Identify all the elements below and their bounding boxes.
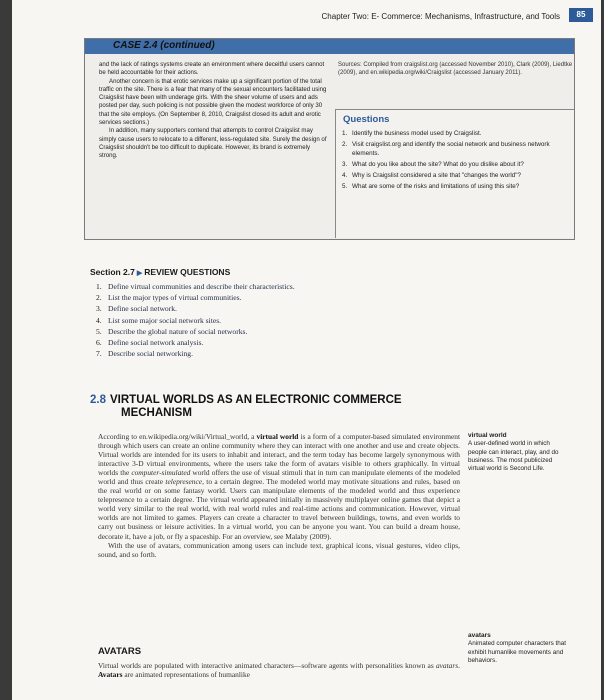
questions-box [335,109,574,238]
question-item: 1. Identify the business model used by Craigslist. [342,130,482,137]
case-paragraph: Another concern is that erotic services make up a significant portion of the total traffic on the site. There is a fear that many of the sexual encounters facilitated using Craigslist have been with underage girls. With the sheer volume of users and ads posted per day, such policing is not possible given the modest workforce of only 30 that the site employs. (On September 8, 2010, Craigslist closed its adult and erotic services sections.) [99,77,327,127]
case-sources: Sources: Compiled from craigslist.org (accessed November 2010), Clark (2009), Liedtke (2009), and en.wikipedia.org/wiki/Craigslist (accessed January 2011). [338,62,573,76]
key-term: virtual world [256,432,299,441]
review-question: 5. Describe the global nature of social networks. [96,326,248,336]
review-question: 1. Define virtual communities and describe their characteristics. [96,282,295,291]
review-question: 2. List the major types of virtual communities. [96,293,242,303]
section-number: 2.8 [90,394,106,406]
review-question: 6. Define social network analysis. [96,338,204,348]
questions-list [342,130,566,195]
questions-title: Questions [343,114,390,125]
review-question: 3. Define social network. [96,304,177,314]
body-paragraph: With the use of avatars, communication among users can include text, graphical icons, visual gestures, video clips, sound, and so forth. [98,540,460,559]
margin-definition-virtual-world: virtual world A user-defined world in which people can interact, play, and do business. The most publicized virtual world is Second Life. [468,432,559,473]
question-item: 5. What are some of the risks and limitations of using this site? [342,183,520,191]
case-paragraph: In addition, many supporters contend that attempts to control Craigslist may simply cause users to relocate to a different, less-regulated site. Surely the design of Craigslist shouldn't be too difficult to duplicate. However, its brand is extremely strong. [99,127,327,160]
question-item: 2. Visit craigslist.org and identify the social network and business network elements. [342,141,550,157]
review-question: 7. Describe social networking. [96,349,193,359]
review-questions-title: Section 2.7 ▶ REVIEW QUESTIONS [90,267,231,277]
body-paragraph: According to en.wikipedia.org/wiki/Virtual_world, a virtual world is a form of a computer-based simulated environment through which users can create an online community where they can interact with one another and use and create objects. Virtual worlds are intended for its users to inhabit and interact, and the term today has become largely synonymous with interactive 3-D virtual environments, where the users take the form of avatars visible to others graphically. In virtual worlds the computer-simulated world offers the use of visual stimuli that in turn can manipulate elements of the modeled world and thus create telepresence, to a certain degree. The modeled world may motivate situations and rules, based on the real world or on some fantasy world. Users can manipulate elements of the modeled world and thus experience telepresence to a certain degree. The virtual world appeared initially in massively multiplayer online games that depict a world very similar to the real world, with real world rules and real-time actions and communication. However, virtual worlds are not limited to games. Players can create a character to travel between buildings, towns, and even worlds to carry out business or leisure activities. In a virtual world, you can be anyone you want. You can build a dream house, decorate it, have a job, or fly a spaceship. For an overview, see Malaby (2009). [98,432,461,541]
avatars-heading: AVATARS [98,646,142,657]
running-header: Chapter Two: E- Commerce: Mechanisms, Infrastructure, and Tools [321,12,560,21]
case-paragraph: and the lack of ratings systems create an environment where deceitful users cannot be held accountable for their actions. [99,61,325,77]
review-question: 4. List some major social network sites. [96,315,222,325]
case-box [84,38,575,240]
case-label-bar [85,39,574,54]
triangle-marker-icon: ▶ [136,270,143,277]
avatars-body: Virtual worlds are populated with interactive animated characters—software agents with personalities known as avatars. Avatars are animated representations of humanlike [98,661,460,680]
section-body [98,432,460,559]
page-number: 85 [569,8,593,22]
section-heading: 2.8 VIRTUAL WORLDS AS AN ELECTRONIC COMMERCE MECHANISM [90,394,402,419]
case-label: CASE 2.4 (continued) [113,40,215,51]
wiki-link[interactable]: en.wikipedia.org/wiki/Virtual_world [139,432,248,441]
question-item: 4. Why is Craigslist considered a site that "changes the world"? [342,172,521,180]
review-questions-list [96,281,416,359]
case-body [99,61,329,161]
textbook-page [12,0,601,700]
question-item: 3. What do you like about the site? What do you dislike about it? [342,160,524,168]
margin-definition-avatars: avatars Animated computer characters that exhibit humanlike movements and behaviors. [468,632,566,664]
